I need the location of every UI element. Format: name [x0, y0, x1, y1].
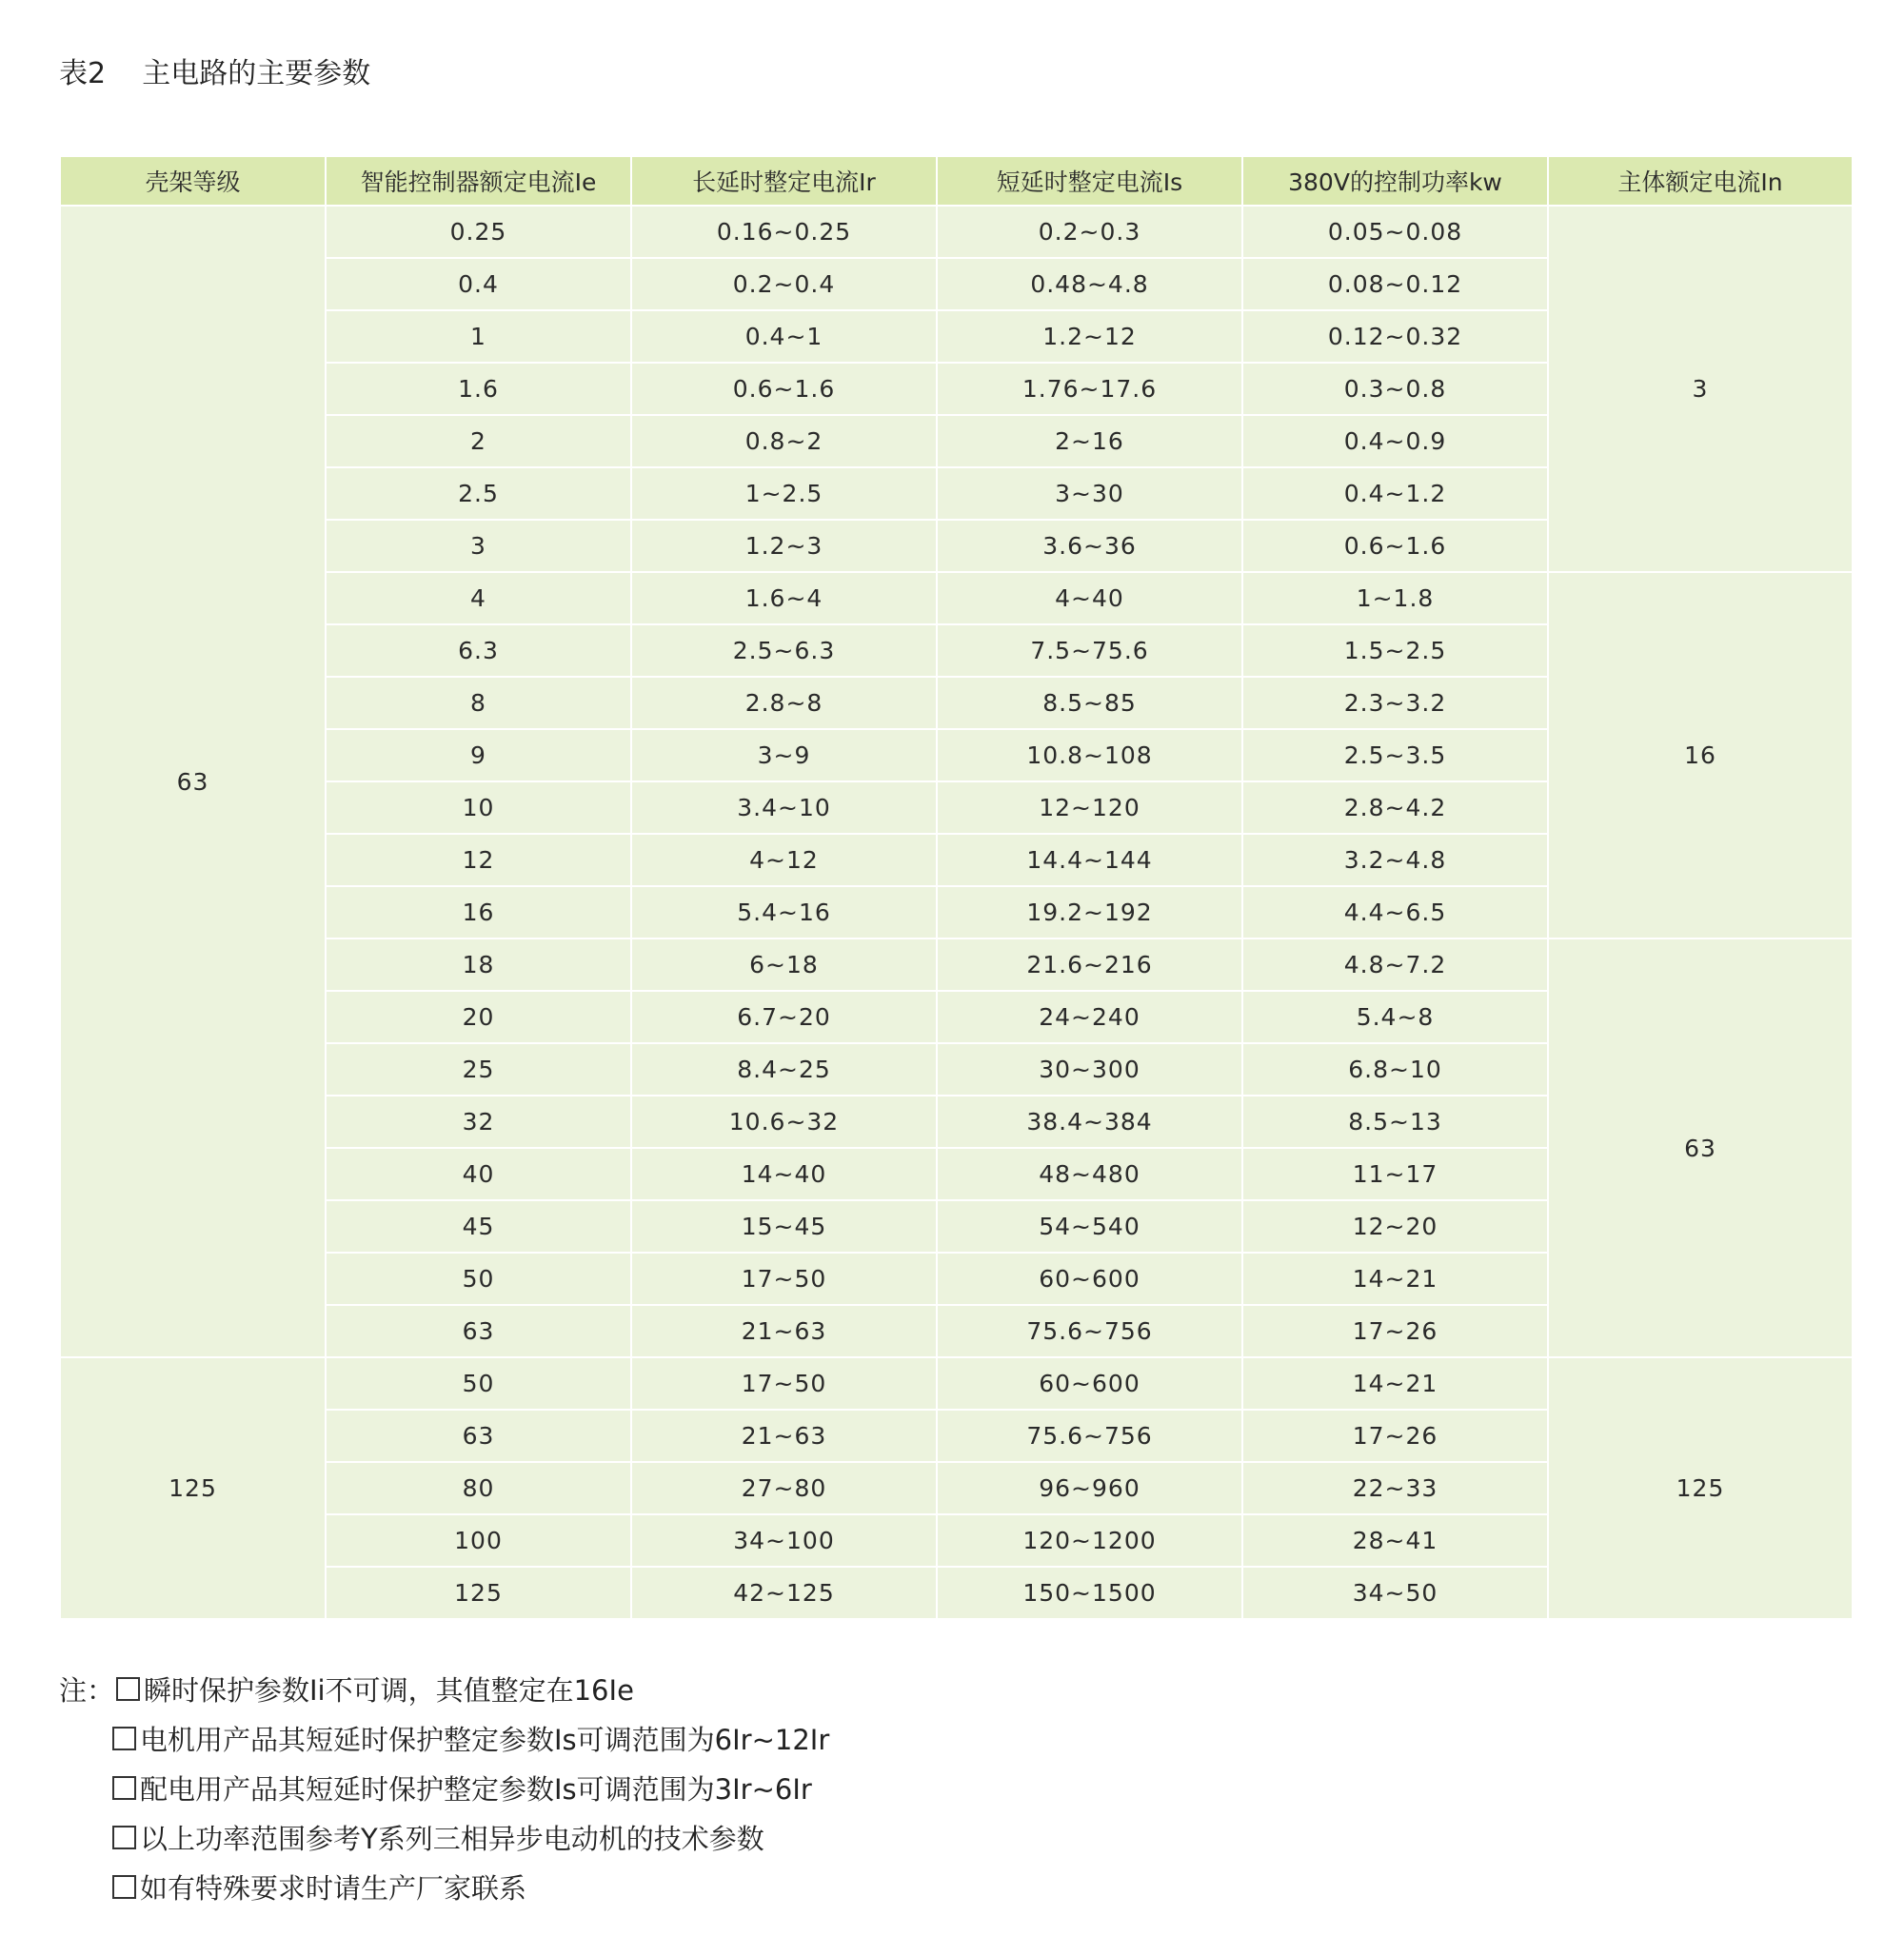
- cell-main-rated-current: 16: [1548, 572, 1853, 938]
- table-body: [60, 206, 1853, 1619]
- note-line: [59, 1763, 829, 1812]
- note-text: 如有特殊要求时请生产厂家联系: [140, 1871, 527, 1905]
- cell-control-power: 8.5~13: [1242, 1096, 1548, 1148]
- cell-control-power: 14~21: [1242, 1357, 1548, 1410]
- checkbox-square-icon: [116, 1677, 140, 1701]
- header-frame-grade: 壳架等级: [60, 156, 326, 206]
- header-main-rated-current: 主体额定电流In: [1548, 156, 1853, 206]
- cell-short-delay: 4~40: [937, 572, 1242, 624]
- notes-section: [59, 1664, 829, 1911]
- checkbox-square-icon: [112, 1875, 136, 1899]
- cell-control-power: 0.4~0.9: [1242, 415, 1548, 467]
- checkbox-square-icon: [112, 1727, 136, 1750]
- cell-control-power: 0.3~0.8: [1242, 363, 1548, 415]
- note-line: [59, 1664, 829, 1713]
- cell-control-power: 1~1.8: [1242, 572, 1548, 624]
- cell-long-delay: 17~50: [631, 1253, 937, 1305]
- note-line: [59, 1862, 829, 1911]
- cell-frame-grade: 63: [60, 206, 326, 1357]
- cell-short-delay: 7.5~75.6: [937, 624, 1242, 677]
- cell-controller-current: 32: [326, 1096, 631, 1148]
- cell-controller-current: 1: [326, 310, 631, 363]
- cell-controller-current: 50: [326, 1253, 631, 1305]
- cell-control-power: 2.8~4.2: [1242, 781, 1548, 834]
- cell-control-power: 4.8~7.2: [1242, 938, 1548, 991]
- cell-control-power: 4.4~6.5: [1242, 886, 1548, 938]
- cell-long-delay: 1~2.5: [631, 467, 937, 520]
- cell-controller-current: 80: [326, 1462, 631, 1514]
- cell-control-power: 0.08~0.12: [1242, 258, 1548, 310]
- header-short-delay-current: 短延时整定电流Is: [937, 156, 1242, 206]
- cell-long-delay: 2.8~8: [631, 677, 937, 729]
- cell-controller-current: 25: [326, 1043, 631, 1096]
- cell-short-delay: 150~1500: [937, 1567, 1242, 1619]
- cell-short-delay: 60~600: [937, 1253, 1242, 1305]
- cell-controller-current: 0.25: [326, 206, 631, 258]
- cell-controller-current: 100: [326, 1514, 631, 1567]
- cell-short-delay: 3.6~36: [937, 520, 1242, 572]
- cell-long-delay: 21~63: [631, 1305, 937, 1357]
- cell-short-delay: 120~1200: [937, 1514, 1242, 1567]
- cell-control-power: 28~41: [1242, 1514, 1548, 1567]
- note-text: 瞬时保护参数Ii不可调，其值整定在16Ie: [144, 1673, 634, 1707]
- cell-long-delay: 21~63: [631, 1410, 937, 1462]
- cell-control-power: 0.12~0.32: [1242, 310, 1548, 363]
- cell-control-power: 0.4~1.2: [1242, 467, 1548, 520]
- cell-short-delay: 75.6~756: [937, 1410, 1242, 1462]
- cell-long-delay: 15~45: [631, 1200, 937, 1253]
- note-text: 以上功率范围参考Y系列三相异步电动机的技术参数: [140, 1822, 764, 1855]
- cell-control-power: 2.5~3.5: [1242, 729, 1548, 781]
- table-row: [60, 206, 1853, 258]
- cell-short-delay: 21.6~216: [937, 938, 1242, 991]
- cell-long-delay: 10.6~32: [631, 1096, 937, 1148]
- cell-short-delay: 10.8~108: [937, 729, 1242, 781]
- cell-control-power: 2.3~3.2: [1242, 677, 1548, 729]
- cell-controller-current: 8: [326, 677, 631, 729]
- cell-short-delay: 30~300: [937, 1043, 1242, 1096]
- cell-main-rated-current: 125: [1548, 1357, 1853, 1619]
- cell-long-delay: 3~9: [631, 729, 937, 781]
- cell-controller-current: 20: [326, 991, 631, 1043]
- cell-long-delay: 8.4~25: [631, 1043, 937, 1096]
- cell-short-delay: 19.2~192: [937, 886, 1242, 938]
- cell-long-delay: 34~100: [631, 1514, 937, 1567]
- cell-control-power: 6.8~10: [1242, 1043, 1548, 1096]
- cell-short-delay: 0.48~4.8: [937, 258, 1242, 310]
- header-control-power: 380V的控制功率kw: [1242, 156, 1548, 206]
- cell-long-delay: 0.4~1: [631, 310, 937, 363]
- cell-short-delay: 2~16: [937, 415, 1242, 467]
- cell-long-delay: 0.2~0.4: [631, 258, 937, 310]
- cell-long-delay: 0.8~2: [631, 415, 937, 467]
- cell-controller-current: 63: [326, 1410, 631, 1462]
- cell-long-delay: 1.6~4: [631, 572, 937, 624]
- table-header-row: [60, 156, 1853, 206]
- table-row: [60, 1357, 1853, 1410]
- table-row: [60, 938, 1853, 991]
- cell-control-power: 22~33: [1242, 1462, 1548, 1514]
- cell-control-power: 0.6~1.6: [1242, 520, 1548, 572]
- cell-controller-current: 2: [326, 415, 631, 467]
- cell-short-delay: 1.76~17.6: [937, 363, 1242, 415]
- header-controller-rated-current: 智能控制器额定电流Ie: [326, 156, 631, 206]
- cell-long-delay: 0.16~0.25: [631, 206, 937, 258]
- cell-long-delay: 5.4~16: [631, 886, 937, 938]
- note-line: [59, 1713, 829, 1763]
- main-circuit-parameters-table: [59, 155, 1854, 1620]
- cell-long-delay: 4~12: [631, 834, 937, 886]
- cell-long-delay: 42~125: [631, 1567, 937, 1619]
- cell-short-delay: 1.2~12: [937, 310, 1242, 363]
- cell-control-power: 1.5~2.5: [1242, 624, 1548, 677]
- cell-short-delay: 14.4~144: [937, 834, 1242, 886]
- cell-control-power: 12~20: [1242, 1200, 1548, 1253]
- cell-controller-current: 9: [326, 729, 631, 781]
- note-text: 配电用产品其短延时保护整定参数Is可调范围为3Ir~6Ir: [140, 1772, 812, 1806]
- cell-main-rated-current: 3: [1548, 206, 1853, 572]
- cell-controller-current: 6.3: [326, 624, 631, 677]
- cell-main-rated-current: 63: [1548, 938, 1853, 1357]
- cell-controller-current: 45: [326, 1200, 631, 1253]
- cell-controller-current: 3: [326, 520, 631, 572]
- cell-control-power: 11~17: [1242, 1148, 1548, 1200]
- cell-controller-current: 18: [326, 938, 631, 991]
- cell-controller-current: 2.5: [326, 467, 631, 520]
- cell-short-delay: 0.2~0.3: [937, 206, 1242, 258]
- cell-long-delay: 1.2~3: [631, 520, 937, 572]
- checkbox-square-icon: [112, 1776, 136, 1800]
- table-row: [60, 572, 1853, 624]
- cell-control-power: 17~26: [1242, 1305, 1548, 1357]
- table-caption: 表2 主电路的主要参数: [59, 57, 371, 90]
- cell-short-delay: 8.5~85: [937, 677, 1242, 729]
- cell-control-power: 17~26: [1242, 1410, 1548, 1462]
- cell-long-delay: 17~50: [631, 1357, 937, 1410]
- cell-controller-current: 1.6: [326, 363, 631, 415]
- cell-controller-current: 16: [326, 886, 631, 938]
- cell-long-delay: 6.7~20: [631, 991, 937, 1043]
- cell-controller-current: 12: [326, 834, 631, 886]
- cell-short-delay: 96~960: [937, 1462, 1242, 1514]
- cell-frame-grade: 125: [60, 1357, 326, 1619]
- cell-short-delay: 54~540: [937, 1200, 1242, 1253]
- cell-control-power: 14~21: [1242, 1253, 1548, 1305]
- notes-prefix: 注：: [59, 1673, 115, 1707]
- cell-controller-current: 125: [326, 1567, 631, 1619]
- cell-control-power: 34~50: [1242, 1567, 1548, 1619]
- cell-long-delay: 0.6~1.6: [631, 363, 937, 415]
- cell-short-delay: 60~600: [937, 1357, 1242, 1410]
- cell-control-power: 3.2~4.8: [1242, 834, 1548, 886]
- header-long-delay-current: 长延时整定电流Ir: [631, 156, 937, 206]
- cell-short-delay: 48~480: [937, 1148, 1242, 1200]
- cell-short-delay: 12~120: [937, 781, 1242, 834]
- cell-controller-current: 40: [326, 1148, 631, 1200]
- cell-long-delay: 3.4~10: [631, 781, 937, 834]
- cell-short-delay: 3~30: [937, 467, 1242, 520]
- cell-controller-current: 63: [326, 1305, 631, 1357]
- cell-control-power: 0.05~0.08: [1242, 206, 1548, 258]
- cell-short-delay: 75.6~756: [937, 1305, 1242, 1357]
- cell-short-delay: 38.4~384: [937, 1096, 1242, 1148]
- cell-long-delay: 14~40: [631, 1148, 937, 1200]
- checkbox-square-icon: [112, 1826, 136, 1849]
- cell-controller-current: 0.4: [326, 258, 631, 310]
- cell-controller-current: 4: [326, 572, 631, 624]
- cell-short-delay: 24~240: [937, 991, 1242, 1043]
- cell-control-power: 5.4~8: [1242, 991, 1548, 1043]
- cell-controller-current: 10: [326, 781, 631, 834]
- cell-long-delay: 6~18: [631, 938, 937, 991]
- note-line: [59, 1812, 829, 1862]
- cell-long-delay: 27~80: [631, 1462, 937, 1514]
- cell-long-delay: 2.5~6.3: [631, 624, 937, 677]
- note-text: 电机用产品其短延时保护整定参数Is可调范围为6Ir~12Ir: [140, 1723, 830, 1756]
- cell-controller-current: 50: [326, 1357, 631, 1410]
